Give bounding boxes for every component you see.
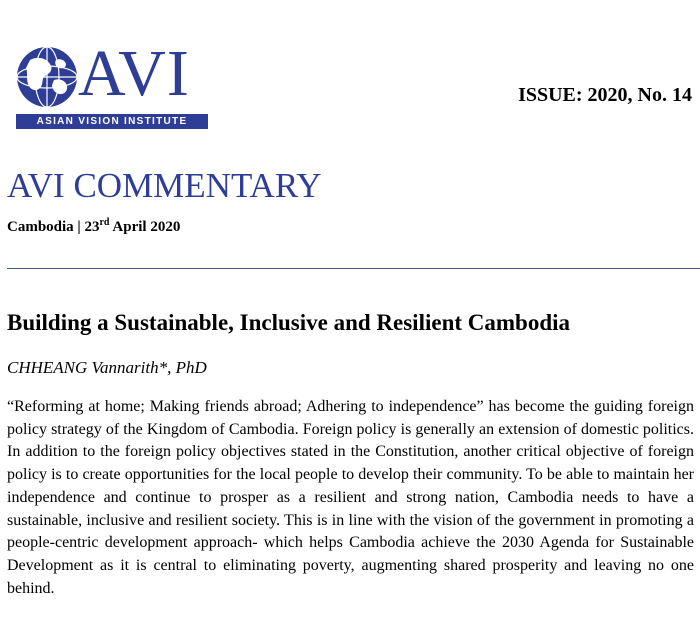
issue-number: ISSUE: 2020, No. 14 xyxy=(518,84,692,106)
dateline-location: Cambodia | 23 xyxy=(7,219,100,235)
divider xyxy=(7,268,700,269)
page-title: AVI COMMENTARY xyxy=(7,166,322,205)
article-paragraph: “Reforming at home; Making friends abroad; Adhering to independence” has become the guiding foreign policy strategy of the Kingdom of Cambodia. Foreign policy is generally an extension of domestic politics. In addition to the foreign policy objectives stated in the Constitution, another critical objective of foreign policy is to create opportunities for the local people to develop their community. To be able to maintain her independence and continue to prosper as a resilient and strong nation, Cambodia needs to have a sustainable, inclusive and resilient society. This is in line with the vision of the government in promoting a people-centric development approach- which helps Cambodia achieve the 2030 Agenda for Sustainable Development as it is central to eliminating poverty, augmenting shared prosperity and leaving no one behind. xyxy=(7,398,694,597)
avi-logo xyxy=(14,37,210,132)
dateline-date: April 2020 xyxy=(109,219,181,235)
logo-wordmark: AVI xyxy=(78,37,190,110)
article-title: Building a Sustainable, Inclusive and Resilient Cambodia xyxy=(7,310,571,335)
dateline-day-suffix: rd xyxy=(99,217,110,228)
article-author: CHHEANG Vannarith*, PhD xyxy=(7,358,207,377)
globe-icon xyxy=(16,46,78,108)
logo-subtitle: ASIAN VISION INSTITUTE xyxy=(16,114,208,129)
dateline xyxy=(7,219,180,236)
